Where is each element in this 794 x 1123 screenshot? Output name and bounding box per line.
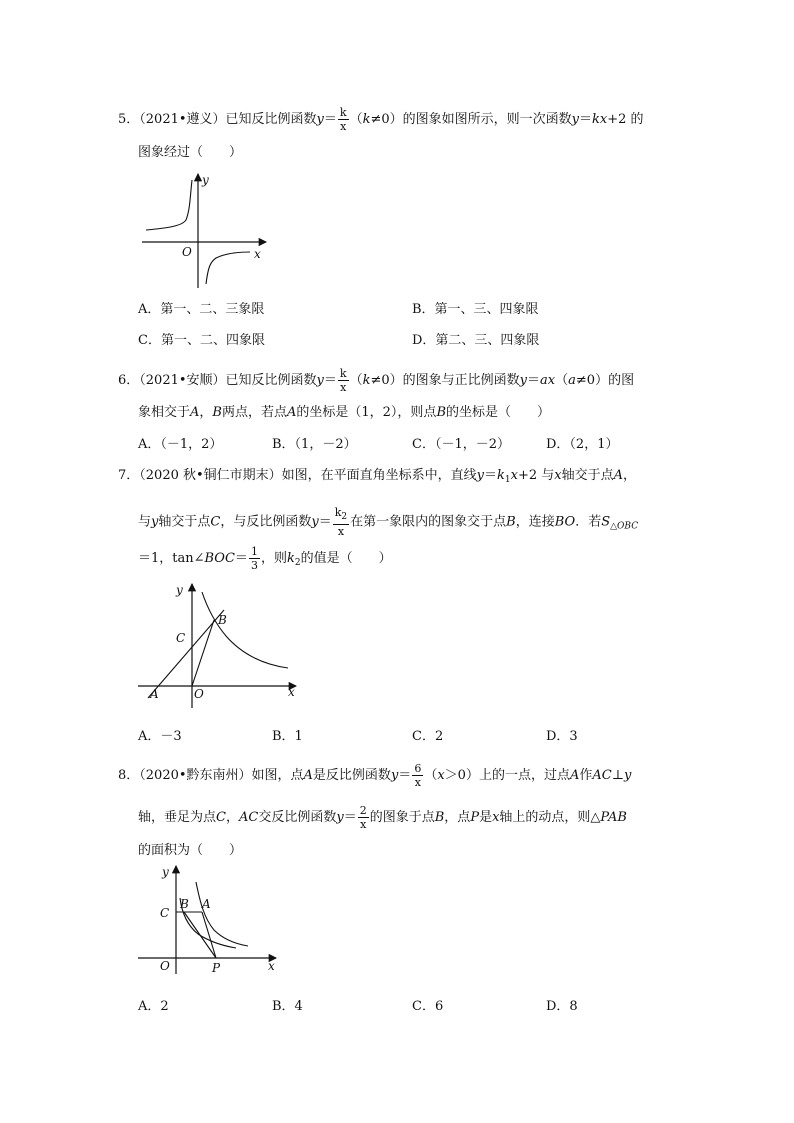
q7-label-y: y bbox=[176, 583, 183, 597]
q5-curve-lower-right bbox=[206, 252, 250, 284]
q8-segment-ac: AC bbox=[238, 810, 259, 825]
q5-label-y: y bbox=[202, 173, 209, 187]
q7-text: 的值是（ ） bbox=[300, 551, 392, 566]
q7-option-a[interactable]: A．－3 bbox=[138, 729, 182, 744]
q6-var-a: a bbox=[568, 373, 576, 388]
q8-option-a[interactable]: A．2 bbox=[138, 999, 169, 1014]
q8-eq: ＝ bbox=[343, 810, 357, 825]
q8-frac-num: 6 bbox=[414, 762, 422, 775]
q8-frac-den: x bbox=[414, 776, 421, 789]
q7-var-y: y bbox=[311, 514, 319, 530]
q7-sub-1: 1 bbox=[504, 475, 511, 485]
q8-point-a: A bbox=[303, 768, 313, 783]
q6-text: ≠0）的图象与正比例函数 bbox=[370, 373, 520, 388]
q8-var-y: y bbox=[623, 768, 632, 783]
q7-fraction bbox=[333, 506, 349, 538]
q7-frac-num bbox=[333, 506, 349, 525]
q8-segment-bp bbox=[184, 912, 216, 958]
q8-curve-6x bbox=[196, 882, 248, 946]
q8-option-b[interactable]: B．4 bbox=[272, 999, 303, 1014]
q8-text: ， bbox=[225, 810, 239, 825]
q7-text: ＝1，tan∠ bbox=[138, 551, 205, 566]
q8-var-x: x bbox=[437, 768, 445, 783]
q8-point-a: A bbox=[569, 768, 580, 783]
q8-var-y: y bbox=[336, 810, 344, 825]
q7-text: ．若 bbox=[575, 514, 602, 530]
q7-eq: ＝ bbox=[318, 514, 332, 530]
q7-eq: ＝ bbox=[484, 468, 498, 483]
q8-fraction-2x bbox=[358, 804, 369, 831]
q7-text: 与 bbox=[138, 514, 152, 530]
q8-option-d[interactable]: D．8 bbox=[546, 999, 578, 1014]
q7-line3 bbox=[138, 545, 392, 572]
q6-text: 的坐标是（ ） bbox=[446, 405, 551, 420]
q8-text: ＞0）上的一点，过点 bbox=[444, 768, 570, 783]
q7-text: 轴交于点 bbox=[158, 514, 211, 530]
q5-var-y: y bbox=[571, 112, 580, 127]
q7-var-k: k bbox=[286, 551, 295, 566]
q8-label-o: O bbox=[160, 959, 170, 973]
q6-text: 象相交于 bbox=[138, 405, 191, 420]
q7-option-d[interactable]: D．3 bbox=[546, 729, 578, 744]
q5-frac-num: k bbox=[339, 106, 347, 119]
q6-text: 6．（2021•安顺）已知反比例函数 bbox=[118, 373, 317, 388]
q7-text: 7．（2020 秋•铜仁市期末）如图，在平面直角坐标系中，直线 bbox=[118, 468, 477, 483]
q6-text: 两点，若点 bbox=[221, 405, 287, 420]
q8-label-y: y bbox=[162, 865, 169, 879]
q6-text: ， bbox=[199, 405, 213, 420]
q5-eq: ＝ bbox=[323, 112, 337, 127]
q7-var-x: x bbox=[554, 468, 562, 483]
q7-frac-num-k: k bbox=[334, 506, 342, 519]
q6-eq: ＝ bbox=[323, 373, 337, 388]
q5-option-d[interactable]: D．第二、三、四象限 bbox=[412, 333, 540, 348]
q7-segment-bo: BO bbox=[554, 514, 576, 530]
q6-text: 的坐标是（1，2），则点 bbox=[296, 405, 437, 420]
q6-text: （ bbox=[349, 373, 363, 388]
q7-frac-num-sub: 2 bbox=[341, 512, 348, 522]
q8-text: 轴，垂足为点 bbox=[138, 810, 217, 825]
q8-label-c: C bbox=[160, 906, 170, 920]
q8-option-c[interactable]: C．6 bbox=[412, 999, 444, 1014]
q7-text: ，连接 bbox=[515, 514, 555, 530]
q8-text: 作 bbox=[579, 768, 593, 783]
q8-var-x: x bbox=[492, 810, 500, 825]
q7-var-y: y bbox=[476, 468, 485, 483]
q8-point-p: P bbox=[470, 810, 480, 825]
q8-text: 的图象于点 bbox=[369, 810, 435, 825]
q7-label-x: x bbox=[288, 685, 295, 699]
q5-label-o: O bbox=[182, 245, 192, 259]
q8-frac2-den: x bbox=[360, 818, 367, 831]
q6-option-a[interactable]: A．（－1，2） bbox=[138, 437, 223, 452]
q8-text: 8．（2020•黔东南州）如图，点 bbox=[118, 768, 304, 783]
q8-fraction-6x bbox=[412, 762, 423, 789]
q5-var-y: y bbox=[316, 112, 324, 127]
q8-triangle-pab: PAB bbox=[600, 810, 627, 825]
q8-frac2-num: 2 bbox=[359, 804, 367, 817]
q5-frac-den: x bbox=[340, 120, 347, 133]
q5-var-k: k bbox=[362, 112, 371, 127]
q7-text: ，则 bbox=[260, 551, 287, 566]
q7-text: +2 与 bbox=[518, 468, 555, 483]
q6-point-a: A bbox=[287, 405, 297, 420]
q7-frac-den: x bbox=[337, 525, 345, 538]
q8-eq: ＝ bbox=[398, 768, 412, 783]
q7-option-c[interactable]: C．2 bbox=[412, 729, 444, 744]
q8-line1 bbox=[118, 762, 631, 789]
q5-text: 5．（2021•遵义）已知反比例函数 bbox=[118, 112, 317, 127]
q8-text: （ bbox=[424, 768, 438, 783]
q7-var-s: S bbox=[601, 514, 611, 530]
q7-text: 轴交于点 bbox=[561, 468, 614, 483]
q6-option-c[interactable]: C．（－1，－2） bbox=[412, 437, 510, 452]
q7-point-c: C bbox=[210, 514, 221, 530]
q8-line2 bbox=[138, 804, 627, 831]
q6-fraction bbox=[338, 367, 349, 394]
q7-angle-boc: BOC bbox=[204, 551, 235, 566]
q5-figure bbox=[138, 170, 278, 290]
q6-var-k: k bbox=[362, 373, 371, 388]
q7-label-b: B bbox=[218, 613, 227, 627]
q8-segment-ap bbox=[202, 912, 216, 958]
q6-text: ≠0）的图 bbox=[575, 373, 635, 388]
q6-option-b[interactable]: B．（1，－2） bbox=[272, 437, 357, 452]
q7-tan-den: 3 bbox=[250, 559, 258, 572]
q6-var-y: y bbox=[519, 373, 528, 388]
q5-fraction bbox=[338, 106, 349, 133]
q8-point-b: B bbox=[434, 810, 445, 825]
q5-curve-upper-left bbox=[146, 180, 192, 230]
q8-figure bbox=[136, 862, 286, 977]
q7-sub-obc: △OBC bbox=[610, 521, 639, 532]
q6-text: （ bbox=[555, 373, 569, 388]
q7-line1 bbox=[118, 468, 636, 488]
q6-var-ax: ax bbox=[540, 373, 556, 388]
q6-line2 bbox=[138, 405, 550, 421]
q8-text: 是 bbox=[479, 810, 493, 825]
q7-eq: ＝ bbox=[234, 551, 248, 566]
q8-label-x: x bbox=[268, 959, 275, 973]
q6-option-d[interactable]: D．（2，1） bbox=[546, 437, 619, 452]
q7-var-x: x bbox=[510, 468, 518, 483]
q5-var-kx: kx bbox=[592, 112, 608, 127]
q5-label-x: x bbox=[254, 247, 261, 261]
q7-segment-bo bbox=[192, 620, 214, 686]
q7-label-c: C bbox=[176, 631, 186, 645]
q7-point-b: B bbox=[506, 514, 516, 530]
q6-eq: ＝ bbox=[527, 373, 541, 388]
q5-line1 bbox=[118, 106, 644, 133]
q7-label-o: O bbox=[194, 687, 204, 701]
q5-eq: ＝ bbox=[579, 112, 593, 127]
q8-text: 是反比例函数 bbox=[312, 768, 391, 783]
q5-option-b[interactable]: B．第一、三、四象限 bbox=[412, 302, 539, 317]
q7-tan-num: 1 bbox=[250, 545, 258, 558]
q6-point-a: A bbox=[190, 405, 200, 420]
q7-option-b[interactable]: B．1 bbox=[272, 729, 303, 744]
q8-segment-ac: AC bbox=[592, 768, 612, 783]
q8-var-y: y bbox=[390, 768, 399, 783]
q5-text: +2 的 bbox=[607, 112, 644, 127]
q6-var-y: y bbox=[316, 373, 324, 388]
q5-line2: 图象经过（ ） bbox=[138, 145, 243, 160]
q6-line1 bbox=[118, 367, 634, 394]
q8-text: 交反比例函数 bbox=[258, 810, 337, 825]
q8-text: 轴上的动点，则△ bbox=[499, 810, 601, 825]
q7-line2 bbox=[138, 506, 638, 538]
q8-perp: ⊥ bbox=[611, 768, 624, 783]
q7-var-y: y bbox=[151, 514, 159, 530]
q6-point-b: B bbox=[212, 405, 222, 420]
q5-option-a[interactable]: A．第一、二、三象限 bbox=[138, 302, 265, 317]
q8-line3: 的面积为（ ） bbox=[138, 843, 243, 858]
q7-point-a: A bbox=[613, 468, 624, 483]
q7-tan-fraction bbox=[249, 545, 260, 572]
q5-text: ≠0）的图象如图所示，则一次函数 bbox=[370, 112, 572, 127]
q5-option-c[interactable]: C．第一、二、四象限 bbox=[138, 333, 265, 348]
q7-sub-2: 2 bbox=[294, 558, 301, 568]
q7-text: ， bbox=[623, 468, 637, 483]
q6-point-b: B bbox=[436, 405, 446, 420]
q7-text: ，与反比例函数 bbox=[220, 514, 312, 530]
q8-label-p: P bbox=[212, 961, 221, 975]
q5-text: （ bbox=[349, 112, 363, 127]
q7-text: 在第一象限内的图象交于点 bbox=[350, 514, 507, 530]
q8-text: ，点 bbox=[444, 810, 471, 825]
q7-figure bbox=[136, 580, 306, 710]
q7-hyperbola bbox=[202, 592, 288, 668]
q8-label-b: B bbox=[180, 897, 189, 911]
q7-var-k: k bbox=[497, 468, 505, 483]
q8-label-a: A bbox=[202, 897, 211, 911]
q8-point-c: C bbox=[216, 810, 226, 825]
q7-label-a: A bbox=[150, 687, 159, 701]
q6-frac-den: x bbox=[340, 381, 347, 394]
q6-frac-num: k bbox=[339, 367, 347, 380]
